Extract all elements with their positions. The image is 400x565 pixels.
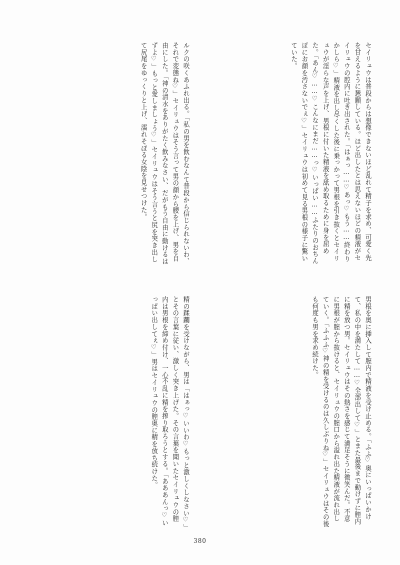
text-block-top-right (212, 42, 372, 268)
body-text: 精の蹂躙を受けながら、男は「はぁっ♡いいわ♡もっと激しくしなさい♡」とその言葉に従い、激しく突き上げた。その言葉を聞いたセイリュウの膣内は男根を締め付け、一心不乱に精を搾り取ろうとする。「あああんっ♡いっぱい出してぇ♡」男はセイリュウの膣奥に精を放ち続けた。 (150, 296, 189, 528)
page-number: 380 (193, 538, 207, 545)
text-block-bottom-left (30, 296, 190, 528)
body-text: 男根を奥に挿入して膣内で精液を受け止める。「ふふ♡奥にいっぱいかけて、私の中を満たして……♡全部出して♡」とまた最後まで動けずに膣内に精を放つ男。セイリュウはその熱さを感じて満足そうに微笑んだ。不意に男根が膣から抜けると、セイリュウの膣口から溢れ出た精液が流れ出していく。「ふふふ♡神の精を受けるのは久しぶりね♡」セイリュウはその後も何度も男を求め続けた。 (311, 296, 371, 528)
body-text: セイリュウは普段からは想像できないほど乱れて精子を求め、可愛く先を甘えるように懇願している。ほど出したとは思えないほどの精液がセイリュウの腔内に吐き出された。「はぁっ……♡あっ♡もう……終わりかしら♡」精液を出し尽くした後に乗っかって男根を引き抜くとセイリュウが淫らな声を上げ、男根に付いた精液を舐め取るために身を屈めた。「あん♡……♡こんなにまだ……っ♡いっぱい……ふたりのおちんぽにお顔を汚さないでぇ♡」セイリュウは初めて見る男根の様子に驚いていた。 (289, 42, 371, 265)
body-text: ルクの咲くあふれ出る。「私の男を飲むなんて普段から信じられないわ、それで変態ね♡」セイリュウはそう言って男の顔から腰を上げ、男を自由にした。「神の清水をありがたく飲みなさい、だがもう自由に動けるはずよ♡」もっと愛しましょう♡」セイリュウはそう言うと尻を突き出して尻尾をゆっくりと上げ、濡れそぼる女陰を見せつけた。 (139, 42, 189, 265)
text-block-top-left (30, 42, 190, 268)
text-block-bottom-right (212, 296, 372, 528)
